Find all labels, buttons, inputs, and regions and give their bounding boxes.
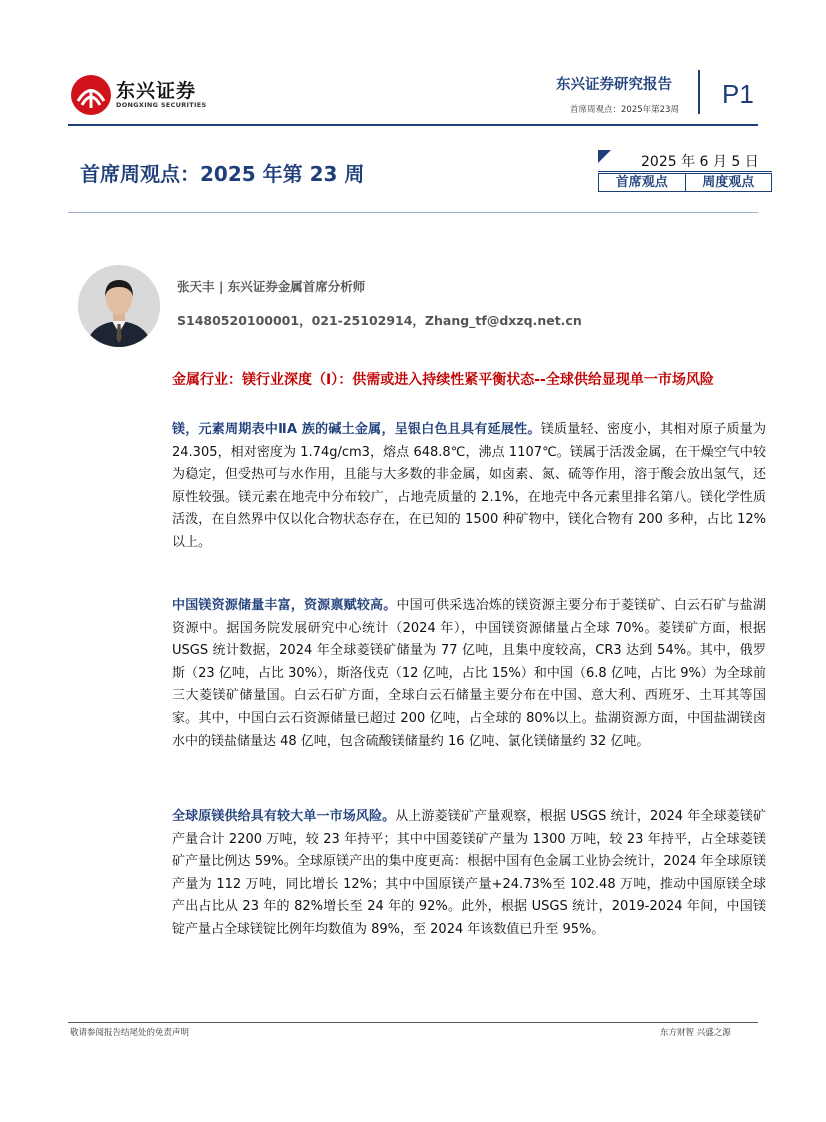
page-title: 首席周观点：2025 年第 23 周 — [80, 162, 365, 186]
report-series-title: 东兴证券研究报告 — [556, 77, 672, 93]
paragraph-text: 中国可供采选冶炼的镁资源主要分布于菱镁矿、白云石矿与盐湖资源中。据国务院发展研究中心统计（2024 年），中国镁资源储量占全球 70%。菱镁矿方面，根据 USGS 统计数据，2024 年全球菱镁矿储量为 77 亿吨，且集中度较高，CR3 达到 54%。其中，俄罗斯（23 亿吨，占比 30%），斯洛伐克（12 亿吨，占比 15%）和中国（6.8 亿吨，占比 9%）为全球前三大菱镁矿储量国。白云石矿方面，全球白云石储量主要分布在中国、意大利、西班牙、土耳其等国家。其中，中国白云石资源储量已超过 200 亿吨，占全球的 80%以上。盐湖资源方面，中国盐湖镁卤水中的镁盐储量达 48 亿吨，包含硫酸镁储量约 16 亿吨、氯化镁储量约 32 亿吨。 — [172, 598, 766, 749]
footer-disclaimer: 敬请参阅报告结尾处的免责声明 — [70, 1028, 190, 1038]
report-tags — [598, 173, 772, 192]
footer-slogan: 东方财智 兴盛之源 — [660, 1028, 731, 1038]
analyst-name: 张天丰 | 东兴证券金属首席分析师 — [177, 279, 366, 294]
paragraph-china-resources — [172, 595, 766, 753]
tag-chief-view: 首席观点 — [615, 175, 668, 190]
triangle-marker-icon — [598, 150, 611, 163]
page-number: P1 — [722, 79, 754, 109]
report-subtitle: 首席周观点：2025年第23周 — [570, 105, 679, 115]
tag-weekly-view: 周度观点 — [685, 174, 772, 191]
analyst-photo — [78, 265, 160, 347]
report-date: 2025 年 6 月 5 日 — [641, 154, 759, 170]
paragraph-lead: 镁，元素周期表中ⅡA 族的碱土金属，呈银白色且具有延展性。 — [172, 422, 541, 437]
logo-name-cn: 东兴证券 — [116, 80, 197, 102]
header-rule — [68, 124, 758, 126]
paragraph-lead: 全球原镁供给具有较大单一市场风险。 — [172, 809, 396, 824]
title-rule — [68, 212, 758, 213]
analyst-contact: S1480520100001，021-25102914，Zhang_tf@dxzq.net.cn — [177, 313, 582, 328]
company-logo-icon — [70, 74, 112, 116]
header-divider — [698, 70, 700, 114]
paragraph-text: 从上游菱镁矿产量观察，根据 USGS 统计，2024 年全球菱镁矿产量合计 2200 万吨，较 23 年持平；其中中国菱镁矿产量为 1300 万吨，较 23 年持平，占全球菱镁矿产量比例达 59%。全球原镁产出的集中度更高：根据中国有色金属工业协会统计，2024 年全球原镁产量为 112 万吨，同比增长 12%；其中中国原镁产量+24.73%至 102.48 万吨，推动中国原镁全球产出占比从 23 年的 82%增长至 24 年的 92%。此外，根据 USGS 统计，2019-2024 年间，中国镁锭产量占全球镁锭比例年均数值为 89%，至 2024 年该数值已升至 95%。 — [172, 809, 766, 937]
logo-name-en: DONGXING SECURITIES — [116, 101, 207, 109]
date-rule — [598, 171, 772, 172]
section-headline: 金属行业：镁行业深度（I）：供需或进入持续性紧平衡状态--全球供给显现单一市场风险 — [172, 372, 714, 388]
paragraph-global-supply-risk — [172, 806, 766, 942]
paragraph-text: 镁质量轻、密度小，其相对原子质量为 24.305，相对密度为 1.74g/cm3，熔点 648.8℃，沸点 1107℃。镁属于活泼金属，在干燥空气中较为稳定，但受热可与水作用，且能与大多数的非金属，如卤素、氮、硫等作用，溶于酸会放出氢气，还原性较强。镁元素在地壳中分布较广，占地壳质量的 2.1%，在地壳中各元素里排名第八。镁化学性质活泼，在自然界中仅以化合物状态存在，在已知的 1500 种矿物中，镁化合物有 200 多种，占比 12%以上。 — [172, 422, 766, 550]
paragraph-magnesium-properties — [172, 419, 766, 555]
footer-rule — [68, 1022, 758, 1023]
paragraph-lead: 中国镁资源储量丰富，资源禀赋较高。 — [172, 598, 397, 613]
